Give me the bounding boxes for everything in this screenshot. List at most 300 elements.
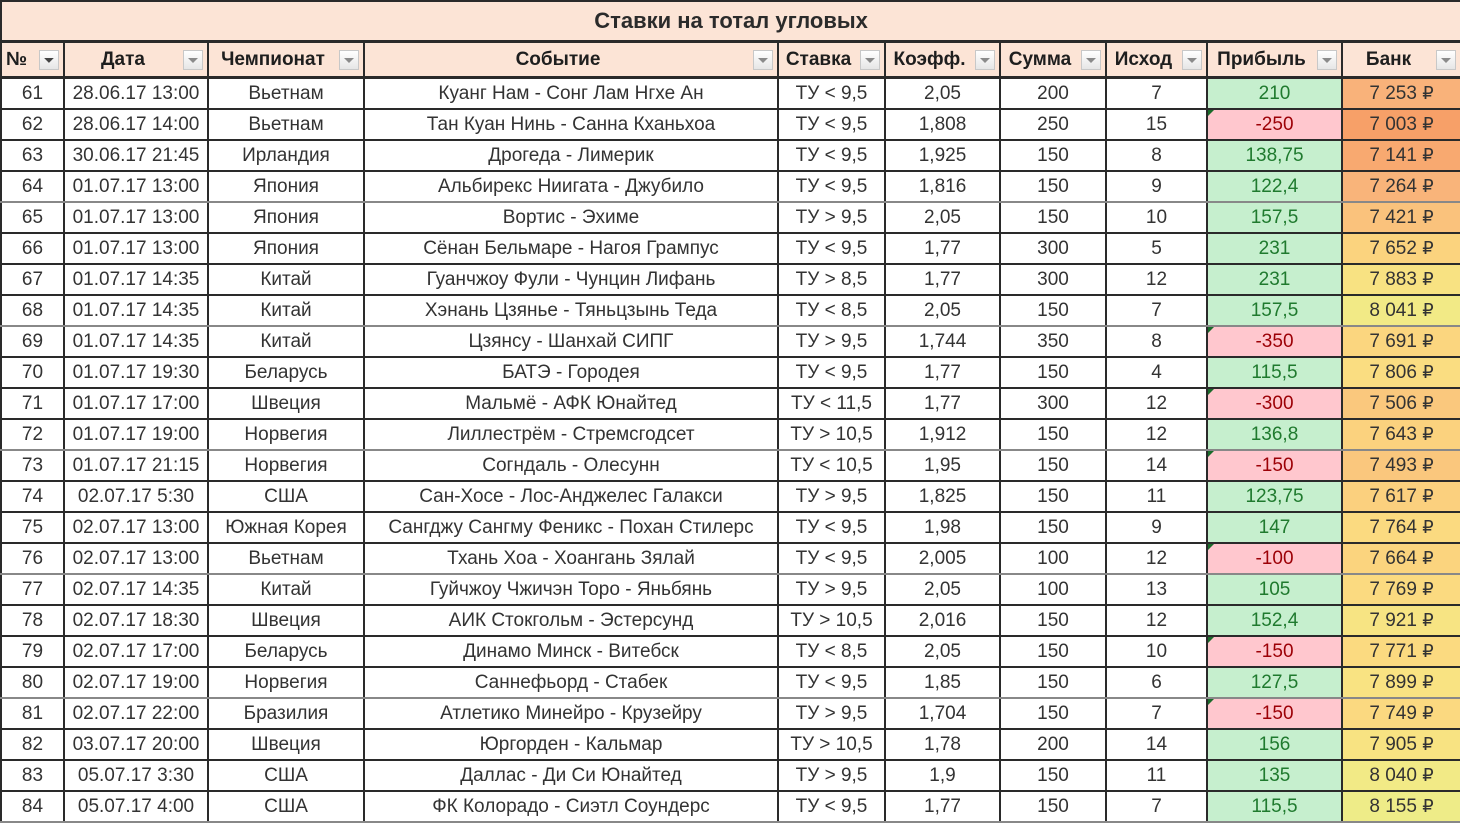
cell-outcome[interactable]: 7: [1106, 791, 1207, 822]
cell-profit[interactable]: 210: [1207, 78, 1342, 110]
cell-stake[interactable]: 150: [1000, 202, 1106, 233]
cell-stake[interactable]: 100: [1000, 543, 1106, 574]
cell-profit[interactable]: -150: [1207, 698, 1342, 729]
bank-value: 7 899: [1369, 671, 1417, 693]
cell-outcome[interactable]: 4: [1106, 357, 1207, 388]
cell-profit[interactable]: -150: [1207, 450, 1342, 481]
cell-date[interactable]: 30.06.17 21:45: [64, 140, 208, 171]
cell-league[interactable]: Бразилия: [208, 698, 364, 729]
header-label: Событие: [515, 48, 601, 70]
header-stake: [1000, 42, 1106, 78]
cell-num[interactable]: 62: [1, 109, 64, 140]
cell-bank[interactable]: [1342, 295, 1460, 326]
cell-outcome[interactable]: 15: [1106, 109, 1207, 140]
cell-date[interactable]: 02.07.17 17:00: [64, 636, 208, 667]
cell-bank[interactable]: [1342, 791, 1460, 822]
cell-outcome[interactable]: 14: [1106, 729, 1207, 760]
cell-date[interactable]: 02.07.17 13:00: [64, 512, 208, 543]
table-row: [1, 388, 1460, 419]
cell-num[interactable]: 66: [1, 233, 64, 264]
cell-event[interactable]: Гуйчжоу Чжичэн Торо - Яньбянь: [364, 574, 778, 605]
cell-outcome[interactable]: 9: [1106, 171, 1207, 202]
bank-value: 7 264: [1369, 175, 1417, 197]
cell-num[interactable]: 72: [1, 419, 64, 450]
cell-odds[interactable]: 2,05: [885, 574, 1000, 605]
cell-event[interactable]: Согндаль - Олесунн: [364, 450, 778, 481]
cell-num[interactable]: 79: [1, 636, 64, 667]
cell-num[interactable]: 82: [1, 729, 64, 760]
cell-date[interactable]: 02.07.17 14:35: [64, 574, 208, 605]
cell-event[interactable]: Саннефьорд - Стабек: [364, 667, 778, 698]
cell-date[interactable]: 28.06.17 13:00: [64, 78, 208, 110]
bank-value: 7 905: [1369, 733, 1417, 755]
cell-outcome[interactable]: 7: [1106, 698, 1207, 729]
cell-date[interactable]: 01.07.17 14:35: [64, 264, 208, 295]
cell-date[interactable]: 02.07.17 5:30: [64, 481, 208, 512]
cell-profit[interactable]: -150: [1207, 636, 1342, 667]
cell-league[interactable]: Швеция: [208, 729, 364, 760]
cell-bet[interactable]: ТУ < 9,5: [778, 543, 885, 574]
cell-profit[interactable]: 127,5: [1207, 667, 1342, 698]
cell-stake[interactable]: 150: [1000, 450, 1106, 481]
cell-date[interactable]: 01.07.17 13:00: [64, 202, 208, 233]
bank-value: 7 749: [1369, 702, 1417, 724]
bank-value: 7 617: [1369, 485, 1417, 507]
cell-profit[interactable]: -100: [1207, 543, 1342, 574]
ruble-sign-icon: ₽: [1422, 671, 1434, 692]
cell-event[interactable]: Атлетико Минейро - Крузейру: [364, 698, 778, 729]
filter-dropdown-button[interactable]: [1081, 50, 1101, 70]
cell-stake[interactable]: 150: [1000, 667, 1106, 698]
cell-date[interactable]: 02.07.17 18:30: [64, 605, 208, 636]
cell-outcome[interactable]: 8: [1106, 140, 1207, 171]
chevron-down-icon: [758, 58, 768, 63]
header-label: Исход: [1114, 48, 1173, 70]
cell-event[interactable]: Цзянсу - Шанхай СИПГ: [364, 326, 778, 357]
cell-league[interactable]: Япония: [208, 233, 364, 264]
filter-dropdown-button[interactable]: [183, 50, 203, 70]
cell-odds[interactable]: 1,912: [885, 419, 1000, 450]
cell-odds[interactable]: 2,005: [885, 543, 1000, 574]
cell-profit[interactable]: -300: [1207, 388, 1342, 419]
cell-outcome[interactable]: 7: [1106, 78, 1207, 110]
cell-league[interactable]: Китай: [208, 295, 364, 326]
cell-bank[interactable]: [1342, 357, 1460, 388]
ruble-sign-icon: ₽: [1422, 547, 1434, 568]
cell-stake[interactable]: 150: [1000, 419, 1106, 450]
cell-num[interactable]: 68: [1, 295, 64, 326]
cell-event[interactable]: АИК Стокгольм - Эстерсунд: [364, 605, 778, 636]
cell-odds[interactable]: 1,808: [885, 109, 1000, 140]
cell-date[interactable]: 28.06.17 14:00: [64, 109, 208, 140]
cell-stake[interactable]: 150: [1000, 295, 1106, 326]
cell-stake[interactable]: 150: [1000, 760, 1106, 791]
cell-stake[interactable]: 150: [1000, 636, 1106, 667]
cell-profit[interactable]: 231: [1207, 233, 1342, 264]
filter-active-icon[interactable]: [39, 50, 59, 70]
cell-event[interactable]: Хэнань Цзянье - Тяньцзынь Теда: [364, 295, 778, 326]
cell-outcome[interactable]: 14: [1106, 450, 1207, 481]
cell-bet[interactable]: ТУ < 9,5: [778, 667, 885, 698]
cell-bank[interactable]: [1342, 419, 1460, 450]
cell-odds[interactable]: 1,816: [885, 171, 1000, 202]
cell-bank[interactable]: [1342, 636, 1460, 667]
cell-bet[interactable]: ТУ > 9,5: [778, 481, 885, 512]
cell-bank[interactable]: [1342, 171, 1460, 202]
cell-bank[interactable]: [1342, 264, 1460, 295]
cell-bet[interactable]: ТУ > 9,5: [778, 326, 885, 357]
cell-odds[interactable]: 1,704: [885, 698, 1000, 729]
cell-date[interactable]: 05.07.17 4:00: [64, 791, 208, 822]
cell-odds[interactable]: 1,9: [885, 760, 1000, 791]
cell-profit[interactable]: 115,5: [1207, 791, 1342, 822]
ruble-sign-icon: ₽: [1422, 113, 1434, 134]
table-row: [1, 326, 1460, 357]
ruble-sign-icon: ₽: [1422, 454, 1434, 475]
cell-outcome[interactable]: 7: [1106, 295, 1207, 326]
cell-event[interactable]: Сангджу Сангму Феникс - Похан Стилерс: [364, 512, 778, 543]
table-row: [1, 791, 1460, 822]
table-row: [1, 636, 1460, 667]
cell-bank[interactable]: [1342, 729, 1460, 760]
cell-num[interactable]: 69: [1, 326, 64, 357]
cell-profit[interactable]: -250: [1207, 109, 1342, 140]
cell-bank[interactable]: [1342, 760, 1460, 791]
cell-odds[interactable]: 2,05: [885, 202, 1000, 233]
cell-num[interactable]: 76: [1, 543, 64, 574]
cell-stake[interactable]: 200: [1000, 78, 1106, 110]
cell-odds[interactable]: 1,744: [885, 326, 1000, 357]
cell-odds[interactable]: 1,925: [885, 140, 1000, 171]
cell-bet[interactable]: ТУ < 10,5: [778, 450, 885, 481]
header-outcome: [1106, 42, 1207, 78]
cell-stake[interactable]: 300: [1000, 264, 1106, 295]
cell-stake[interactable]: 200: [1000, 729, 1106, 760]
cell-bet[interactable]: ТУ < 8,5: [778, 295, 885, 326]
cell-bank[interactable]: [1342, 78, 1460, 110]
cell-bet[interactable]: ТУ > 10,5: [778, 419, 885, 450]
cell-outcome[interactable]: 12: [1106, 605, 1207, 636]
header-date: [64, 42, 208, 78]
cell-odds[interactable]: 2,05: [885, 636, 1000, 667]
cell-num[interactable]: 83: [1, 760, 64, 791]
cell-league[interactable]: Япония: [208, 171, 364, 202]
bank-value: 7 652: [1369, 237, 1417, 259]
cell-date[interactable]: 01.07.17 19:00: [64, 419, 208, 450]
cell-league[interactable]: США: [208, 760, 364, 791]
cell-date[interactable]: 01.07.17 14:35: [64, 295, 208, 326]
funnel-icon: ⏷: [44, 53, 54, 67]
cell-num[interactable]: 67: [1, 264, 64, 295]
cell-date[interactable]: 01.07.17 17:00: [64, 388, 208, 419]
table-row: [1, 760, 1460, 791]
cell-league[interactable]: Норвегия: [208, 450, 364, 481]
cell-league[interactable]: Вьетнам: [208, 78, 364, 110]
cell-event[interactable]: ФК Колорадо - Сиэтл Соундерс: [364, 791, 778, 822]
cell-num[interactable]: 80: [1, 667, 64, 698]
cell-league[interactable]: США: [208, 791, 364, 822]
filter-dropdown-button[interactable]: [1182, 50, 1202, 70]
cell-num[interactable]: 81: [1, 698, 64, 729]
cell-bank[interactable]: [1342, 543, 1460, 574]
cell-bet[interactable]: ТУ > 9,5: [778, 574, 885, 605]
cell-date[interactable]: 02.07.17 13:00: [64, 543, 208, 574]
header-label: Прибыль: [1217, 48, 1306, 70]
cell-bet[interactable]: ТУ > 10,5: [778, 729, 885, 760]
cell-outcome[interactable]: 11: [1106, 481, 1207, 512]
cell-num[interactable]: 78: [1, 605, 64, 636]
cell-league[interactable]: Швеция: [208, 388, 364, 419]
table-row: [1, 419, 1460, 450]
table-row: [1, 450, 1460, 481]
cell-date[interactable]: 05.07.17 3:30: [64, 760, 208, 791]
cell-league[interactable]: Вьетнам: [208, 109, 364, 140]
cell-bet[interactable]: ТУ > 9,5: [778, 760, 885, 791]
cell-event[interactable]: БАТЭ - Городея: [364, 357, 778, 388]
cell-bank[interactable]: [1342, 109, 1460, 140]
cell-bet[interactable]: ТУ > 9,5: [778, 202, 885, 233]
cell-event[interactable]: Даллас - Ди Си Юнайтед: [364, 760, 778, 791]
cell-profit[interactable]: 105: [1207, 574, 1342, 605]
cell-date[interactable]: 02.07.17 22:00: [64, 698, 208, 729]
cell-odds[interactable]: 1,78: [885, 729, 1000, 760]
table-row: [1, 109, 1460, 140]
cell-odds[interactable]: 2,05: [885, 295, 1000, 326]
cell-bank[interactable]: [1342, 667, 1460, 698]
cell-league[interactable]: Норвегия: [208, 419, 364, 450]
cell-odds[interactable]: 1,95: [885, 450, 1000, 481]
cell-bank[interactable]: [1342, 698, 1460, 729]
cell-profit[interactable]: 147: [1207, 512, 1342, 543]
cell-league[interactable]: Вьетнам: [208, 543, 364, 574]
cell-num[interactable]: 73: [1, 450, 64, 481]
cell-league[interactable]: Ирландия: [208, 140, 364, 171]
cell-profit[interactable]: 115,5: [1207, 357, 1342, 388]
cell-date[interactable]: 01.07.17 21:15: [64, 450, 208, 481]
ruble-sign-icon: ₽: [1422, 578, 1434, 599]
cell-league[interactable]: США: [208, 481, 364, 512]
cell-profit[interactable]: 136,8: [1207, 419, 1342, 450]
cell-date[interactable]: 01.07.17 14:35: [64, 326, 208, 357]
filter-dropdown-button[interactable]: [753, 50, 773, 70]
cell-profit[interactable]: 231: [1207, 264, 1342, 295]
cell-league[interactable]: Китай: [208, 326, 364, 357]
cell-num[interactable]: 63: [1, 140, 64, 171]
cell-bet[interactable]: ТУ < 9,5: [778, 791, 885, 822]
cell-date[interactable]: 01.07.17 13:00: [64, 171, 208, 202]
chevron-down-icon: [1086, 58, 1096, 63]
header-label: №: [6, 48, 28, 70]
chevron-down-icon: [865, 58, 875, 63]
cell-bank[interactable]: [1342, 450, 1460, 481]
cell-bet[interactable]: ТУ > 8,5: [778, 264, 885, 295]
bank-value: 7 643: [1369, 423, 1417, 445]
cell-bank[interactable]: [1342, 140, 1460, 171]
cell-odds[interactable]: 2,05: [885, 78, 1000, 110]
cell-league[interactable]: Южная Корея: [208, 512, 364, 543]
cell-stake[interactable]: 150: [1000, 605, 1106, 636]
cell-odds[interactable]: 1,77: [885, 388, 1000, 419]
cell-event[interactable]: Дрогеда - Лимерик: [364, 140, 778, 171]
cell-profit[interactable]: 157,5: [1207, 295, 1342, 326]
cell-event[interactable]: Вортис - Эхиме: [364, 202, 778, 233]
cell-bank[interactable]: [1342, 512, 1460, 543]
cell-league[interactable]: Китай: [208, 264, 364, 295]
cell-league[interactable]: Беларусь: [208, 636, 364, 667]
cell-profit[interactable]: 152,4: [1207, 605, 1342, 636]
cell-outcome[interactable]: 12: [1106, 543, 1207, 574]
cell-league[interactable]: Китай: [208, 574, 364, 605]
cell-bet[interactable]: ТУ < 9,5: [778, 357, 885, 388]
filter-dropdown-button[interactable]: [339, 50, 359, 70]
cell-event[interactable]: Альбирекс Ниигата - Джубило: [364, 171, 778, 202]
cell-stake[interactable]: 300: [1000, 233, 1106, 264]
cell-odds[interactable]: 1,77: [885, 264, 1000, 295]
cell-bank[interactable]: [1342, 326, 1460, 357]
cell-profit[interactable]: 138,75: [1207, 140, 1342, 171]
chevron-down-icon: [980, 58, 990, 63]
ruble-sign-icon: ₽: [1422, 485, 1434, 506]
cell-profit[interactable]: 123,75: [1207, 481, 1342, 512]
cell-num[interactable]: 64: [1, 171, 64, 202]
bank-value: 7 493: [1369, 454, 1417, 476]
cell-bank[interactable]: [1342, 605, 1460, 636]
cell-stake[interactable]: 150: [1000, 481, 1106, 512]
cell-stake[interactable]: 150: [1000, 357, 1106, 388]
cell-bank[interactable]: [1342, 233, 1460, 264]
ruble-sign-icon: ₽: [1422, 82, 1434, 103]
cell-league[interactable]: Норвегия: [208, 667, 364, 698]
cell-bet[interactable]: ТУ < 9,5: [778, 109, 885, 140]
cell-outcome[interactable]: 6: [1106, 667, 1207, 698]
cell-outcome[interactable]: 10: [1106, 202, 1207, 233]
cell-date[interactable]: 01.07.17 13:00: [64, 233, 208, 264]
cell-outcome[interactable]: 12: [1106, 388, 1207, 419]
ruble-sign-icon: ₽: [1422, 175, 1434, 196]
table-row: [1, 171, 1460, 202]
cell-profit[interactable]: 157,5: [1207, 202, 1342, 233]
cell-date[interactable]: 03.07.17 20:00: [64, 729, 208, 760]
filter-dropdown-button[interactable]: [1317, 50, 1337, 70]
cell-outcome[interactable]: 12: [1106, 419, 1207, 450]
cell-event[interactable]: Сёнан Бельмаре - Нагоя Грампус: [364, 233, 778, 264]
cell-league[interactable]: Япония: [208, 202, 364, 233]
cell-num[interactable]: 70: [1, 357, 64, 388]
cell-odds[interactable]: 1,77: [885, 357, 1000, 388]
chevron-down-icon: [1441, 58, 1451, 63]
cell-stake[interactable]: 150: [1000, 171, 1106, 202]
cell-outcome[interactable]: 10: [1106, 636, 1207, 667]
cell-event[interactable]: Сан-Хосе - Лос-Анджелес Галакси: [364, 481, 778, 512]
cell-bet[interactable]: ТУ > 10,5: [778, 605, 885, 636]
cell-league[interactable]: Швеция: [208, 605, 364, 636]
cell-stake[interactable]: 150: [1000, 698, 1106, 729]
filter-dropdown-button[interactable]: [860, 50, 880, 70]
bank-value: 7 769: [1369, 578, 1417, 600]
cell-event[interactable]: Тхань Хоа - Хоангань Зялай: [364, 543, 778, 574]
cell-stake[interactable]: 100: [1000, 574, 1106, 605]
cell-odds[interactable]: 1,85: [885, 667, 1000, 698]
filter-dropdown-button[interactable]: [975, 50, 995, 70]
cell-outcome[interactable]: 12: [1106, 264, 1207, 295]
cell-bet[interactable]: ТУ > 9,5: [778, 698, 885, 729]
ruble-sign-icon: ₽: [1422, 330, 1434, 351]
table-body: [1, 78, 1460, 823]
cell-num[interactable]: 71: [1, 388, 64, 419]
cell-date[interactable]: 01.07.17 19:30: [64, 357, 208, 388]
cell-bank[interactable]: [1342, 481, 1460, 512]
cell-num[interactable]: 77: [1, 574, 64, 605]
table-row: [1, 357, 1460, 388]
header-odds: [885, 42, 1000, 78]
cell-num[interactable]: 74: [1, 481, 64, 512]
cell-odds[interactable]: 1,77: [885, 233, 1000, 264]
cell-event[interactable]: Динамо Минск - Витебск: [364, 636, 778, 667]
cell-event[interactable]: Лиллестрём - Стремсгодсет: [364, 419, 778, 450]
table-row: [1, 574, 1460, 605]
cell-profit[interactable]: 135: [1207, 760, 1342, 791]
cell-outcome[interactable]: 8: [1106, 326, 1207, 357]
cell-stake[interactable]: 150: [1000, 512, 1106, 543]
cell-stake[interactable]: 250: [1000, 109, 1106, 140]
cell-bet[interactable]: ТУ < 9,5: [778, 140, 885, 171]
cell-stake[interactable]: 300: [1000, 388, 1106, 419]
cell-num[interactable]: 65: [1, 202, 64, 233]
cell-event[interactable]: Юргорден - Кальмар: [364, 729, 778, 760]
cell-num[interactable]: 75: [1, 512, 64, 543]
cell-date[interactable]: 02.07.17 19:00: [64, 667, 208, 698]
table-row: [1, 264, 1460, 295]
cell-odds[interactable]: 1,98: [885, 512, 1000, 543]
cell-num[interactable]: 84: [1, 791, 64, 822]
cell-profit[interactable]: 122,4: [1207, 171, 1342, 202]
cell-bet[interactable]: ТУ < 9,5: [778, 512, 885, 543]
cell-odds[interactable]: 1,77: [885, 791, 1000, 822]
cell-outcome[interactable]: 9: [1106, 512, 1207, 543]
cell-event[interactable]: Тан Куан Нинь - Санна Кханьхоа: [364, 109, 778, 140]
ruble-sign-icon: ₽: [1422, 640, 1434, 661]
cell-outcome[interactable]: 11: [1106, 760, 1207, 791]
cell-profit[interactable]: -350: [1207, 326, 1342, 357]
bank-value: 7 806: [1369, 361, 1417, 383]
cell-bank[interactable]: [1342, 202, 1460, 233]
cell-event[interactable]: Куанг Нам - Сонг Лам Нгхе Ан: [364, 78, 778, 110]
cell-bet[interactable]: ТУ < 9,5: [778, 78, 885, 110]
cell-stake[interactable]: 350: [1000, 326, 1106, 357]
cell-profit[interactable]: 156: [1207, 729, 1342, 760]
cell-bet[interactable]: ТУ < 8,5: [778, 636, 885, 667]
cell-bet[interactable]: ТУ < 9,5: [778, 233, 885, 264]
cell-stake[interactable]: 150: [1000, 791, 1106, 822]
cell-stake[interactable]: 150: [1000, 140, 1106, 171]
cell-event[interactable]: Гуанчжоу Фули - Чунцин Лифань: [364, 264, 778, 295]
filter-dropdown-button[interactable]: [1436, 50, 1456, 70]
cell-league[interactable]: Беларусь: [208, 357, 364, 388]
cell-outcome[interactable]: 13: [1106, 574, 1207, 605]
cell-bet[interactable]: ТУ < 11,5: [778, 388, 885, 419]
cell-bank[interactable]: [1342, 388, 1460, 419]
chevron-down-icon: [1187, 58, 1197, 63]
cell-event[interactable]: Мальмё - АФК Юнайтед: [364, 388, 778, 419]
cell-outcome[interactable]: 5: [1106, 233, 1207, 264]
header-profit: [1207, 42, 1342, 78]
ruble-sign-icon: ₽: [1422, 299, 1434, 320]
cell-bet[interactable]: ТУ < 9,5: [778, 171, 885, 202]
cell-odds[interactable]: 1,825: [885, 481, 1000, 512]
cell-num[interactable]: 61: [1, 78, 64, 110]
cell-odds[interactable]: 2,016: [885, 605, 1000, 636]
cell-bank[interactable]: [1342, 574, 1460, 605]
